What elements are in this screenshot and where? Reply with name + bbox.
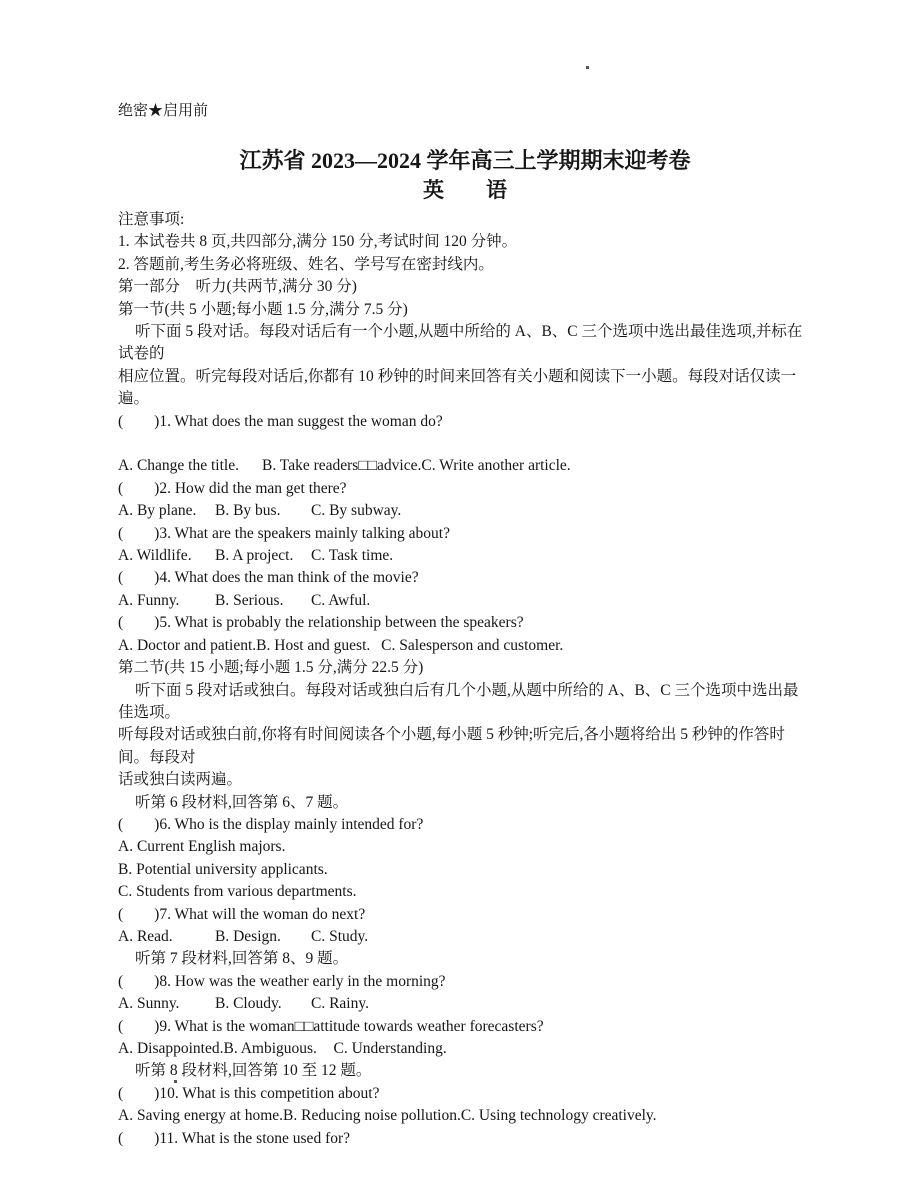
stray-dot-top [586,66,589,69]
section2-intro-line-1: 听下面 5 段对话或独白。每段对话或独白后有几个小题,从题中所给的 A、B、C 三个选项中选出最佳选项。 [118,681,799,721]
question-3-option-a: A. Wildlife. [118,547,192,565]
question-3-option-c: C. Task time. [311,547,394,565]
question-6-stem: ( )6. Who is the display mainly intended for? [118,815,424,833]
question-8-option-a: A. Sunny. [118,995,180,1013]
question-7-option-b: B. Design. [215,927,281,945]
question-7-stem: ( )7. What will the woman do next? [118,905,366,923]
section1-intro-line-1: 听下面 5 段对话。每段对话后有一个小题,从题中所给的 A、B、C 三个选项中选出最佳选项,并标在试卷的 [118,323,803,363]
question-4-options [118,590,812,612]
document-content [118,100,812,1150]
question-1-option-b: B. Take readers□□advice. [262,457,422,475]
question-6-option-c: C. Students from various departments. [118,883,357,901]
part1-heading: 第一部分 听力(共两节,满分 30 分) [118,278,357,296]
question-9-option-a: A. Disappointed. [118,1040,224,1058]
subject-title: 英 语 [423,178,507,202]
section1-heading: 第一节(共 5 小题;每小题 1.5 分,满分 7.5 分) [118,300,408,318]
question-9-option-c: C. Understanding. [333,1040,447,1058]
question-11-stem: ( )11. What is the stone used for? [118,1129,351,1147]
notice-item-2: 2. 答题前,考生务必将班级、姓名、学号写在密封线内。 [118,255,494,273]
question-10-option-b: B. Reducing noise pollution. [283,1107,461,1125]
question-4-option-b: B. Serious. [215,591,284,609]
notice-item-1: 1. 本试卷共 8 页,共四部分,满分 150 分,考试时间 120 分钟。 [118,233,518,251]
section1-intro-line-2: 相应位置。听完每段对话后,你都有 10 秒钟的时间来回答有关小题和阅读下一小题。每段对话仅读一遍。 [118,367,797,408]
exam-title: 江苏省 2023—2024 学年高三上学期期末迎考卷 [239,148,691,173]
question-3-stem: ( )3. What are the speakers mainly talking about? [118,524,450,542]
section2-intro-line-3: 话或独白读两遍。 [118,771,243,789]
question-4-stem: ( )4. What does the man think of the movie? [118,569,419,587]
question-4-option-c: C. Awful. [311,591,371,609]
question-9-stem: ( )9. What is the woman□□attitude towards weather forecasters? [118,1017,544,1035]
material-6-line: 听第 6 段材料,回答第 6、7 题。 [135,793,349,811]
section2-intro-line-2: 听每段对话或独白前,你将有时间阅读各个小题,每小题 5 秒钟;听完后,各小题将给出 5 秒钟的作答时间。每段对 [118,726,785,766]
question-7-option-a: A. Read. [118,927,173,945]
question-6-option-a: A. Current English majors. [118,838,286,856]
question-7-options [118,926,812,948]
question-3-options [118,545,812,567]
exam-body [118,209,812,1150]
question-3-option-b: B. A project. [215,547,294,565]
question-1-stem: ( )1. What does the man suggest the woman do? [118,412,443,430]
question-7-option-c: C. Study. [311,927,369,945]
question-10-stem: ( )10. What is this competition about? [118,1084,380,1102]
question-5-option-a: A. Doctor and patient. [118,636,257,654]
question-4-option-a: A. Funny. [118,591,180,609]
material-8-line: 听第 8 段材料,回答第 10 至 12 题。 [135,1062,372,1080]
question-10-options [118,1105,812,1127]
question-8-option-c: C. Rainy. [311,995,369,1013]
question-8-option-b: B. Cloudy. [215,995,282,1013]
question-5-stem: ( )5. What is probably the relationship between the speakers? [118,614,524,632]
question-10-option-a: A. Saving energy at home. [118,1107,284,1125]
blank-line [118,433,812,455]
secrecy-label: 绝密★启用前 [118,103,209,119]
question-8-stem: ( )8. How was the weather early in the morning? [118,972,446,990]
question-2-option-c: C. By subway. [311,502,402,520]
question-5-option-b: B. Host and guest. [256,636,371,654]
question-9-options [118,1038,812,1060]
question-8-options [118,993,812,1015]
question-2-option-a: A. By plane. [118,502,197,520]
question-1-options [118,455,812,477]
question-1-option-c: C. Write another article. [421,457,571,475]
question-2-stem: ( )2. How did the man get there? [118,479,347,497]
question-9-option-b: B. Ambiguous. [223,1040,317,1058]
question-2-option-b: B. By bus. [215,502,281,520]
section2-heading: 第二节(共 15 小题;每小题 1.5 分,满分 22.5 分) [118,659,424,677]
question-1-option-a: A. Change the title. [118,457,239,475]
question-5-options [118,635,812,657]
question-10-option-c: C. Using technology creatively. [460,1107,657,1125]
notice-heading: 注意事项: [118,211,185,228]
question-2-options [118,500,812,522]
question-5-option-c: C. Salesperson and customer. [381,636,564,654]
question-6-option-b: B. Potential university applicants. [118,860,328,878]
material-7-line: 听第 7 段材料,回答第 8、9 题。 [135,950,349,968]
